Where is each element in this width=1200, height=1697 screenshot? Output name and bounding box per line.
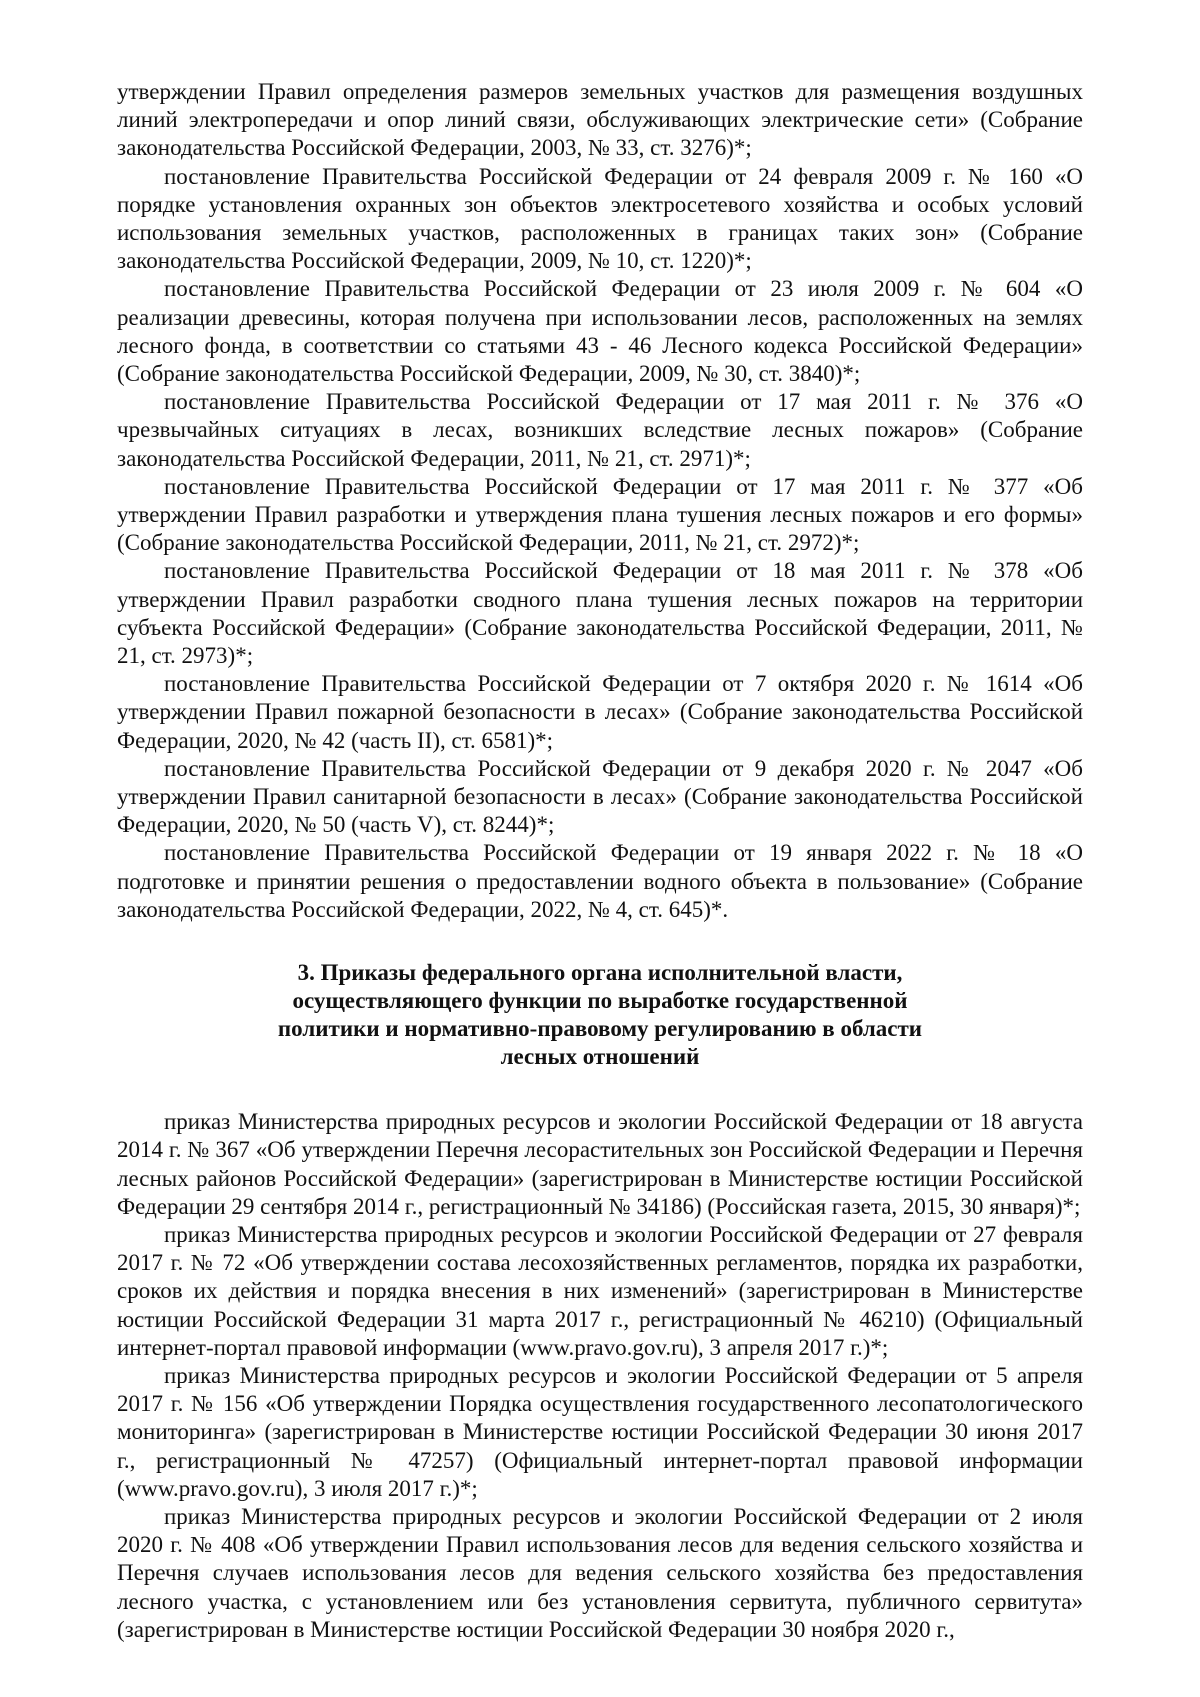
paragraph-order-72: приказ Министерства природных ресурсов и экологии Российской Федерации от 27 февраля 2017 г. № 72 «Об утверждении состава лесохозяйственных регламентов, порядка их разработки, сроков их действия и порядка внесения в них изменений» (зарегистрирован в Министерстве юстиции Российской Федерации 31 марта 2017 г., регистрационный № 46210) (Официальный интернет-портал правовой информации (www.pravo.gov.ru), 3 апреля 2017 г.)*;: [117, 1221, 1083, 1360]
paragraph-decree-18: постановление Правительства Российской Федерации от 19 января 2022 г. № 18 «О подготовке и принятии решения о предоставлении водного объекта в пользование» (Собрание законодательства Российской Федерации, 2022, № 4, ст. 645)*.: [117, 840, 1083, 922]
paragraph-order-156: приказ Министерства природных ресурсов и экологии Российской Федерации от 5 апреля 2017 г. № 156 «Об утверждении Порядка осуществления государственного лесопатологического мониторинга» (зарегистрирован в Министерстве юстиции Российской Федерации 30 июня 2017 г., регистрационный № 47257) (Официальный интернет-портал правовой информации (www.pravo.gov.ru), 3 июля 2017 г.)*;: [117, 1362, 1083, 1501]
paragraph-decree-604: постановление Правительства Российской Федерации от 23 июля 2009 г. № 604 «О реализации древесины, которая получена при использовании лесов, расположенных на землях лесного фонда, в соответствии со статьями 43 - 46 Лесного кодекса Российской Федерации» (Собрание законодательства Российской Федерации, 2009, № 30, ст. 3840)*;: [117, 276, 1083, 387]
section-3-heading-line: 3. Приказы федерального органа исполнительной власти,: [297, 960, 903, 986]
section-3-heading-line: осуществляющего функции по выработке государственной: [292, 988, 908, 1014]
paragraph-decree-376: постановление Правительства Российской Федерации от 17 мая 2011 г. № 376 «О чрезвычайных ситуациях в лесах, возникших вследствие лесных пожаров» (Собрание законодательства Российской Федерации, 2011, № 21, ст. 2971)*;: [117, 389, 1083, 471]
section-3-heading: [117, 959, 1083, 1071]
section-3-heading-line: лесных отношений: [500, 1044, 700, 1070]
paragraph-order-367: приказ Министерства природных ресурсов и экологии Российской Федерации от 18 августа 2014 г. № 367 «Об утверждении Перечня лесорастительных зон Российской Федерации и Перечня лесных районов Российской Федерации» (зарегистрирован в Министерстве юстиции Российской Федерации 29 сентября 2014 г., регистрационный № 34186) (Российская газета, 2015, 30 января)*;: [117, 1109, 1083, 1219]
paragraph-decree-1614: постановление Правительства Российской Федерации от 7 октября 2020 г. № 1614 «Об утверждении Правил пожарной безопасности в лесах» (Собрание законодательства Российской Федерации, 2020, № 42 (часть II), ст. 6581)*;: [117, 671, 1083, 753]
paragraph-decree-2047: постановление Правительства Российской Федерации от 9 декабря 2020 г. № 2047 «Об утверждении Правил санитарной безопасности в лесах» (Собрание законодательства Российской Федерации, 2020, № 50 (часть V), ст. 8244)*;: [117, 755, 1083, 838]
paragraph-decree-378: постановление Правительства Российской Федерации от 18 мая 2011 г. № 378 «Об утверждении Правил разработки сводного плана тушения лесных пожаров на территории субъекта Российской Федерации» (Собрание законодательства Российской Федерации, 2011, № 21, ст. 2973)*;: [117, 558, 1083, 669]
paragraph-order-408: приказ Министерства природных ресурсов и экологии Российской Федерации от 2 июля 2020 г. № 408 «Об утверждении Правил использования лесов для ведения сельского хозяйства и Перечня случаев использования лесов для ведения сельского хозяйства без предоставления лесного участка, с установлением или без установления сервитута, публичного сервитута» (зарегистрирован в Министерстве юстиции Российской Федерации 30 ноября 2020 г.,: [117, 1503, 1083, 1642]
document-page: [117, 78, 1083, 1644]
section-3-heading-line: политики и нормативно-правовому регулированию в области: [277, 1016, 923, 1042]
paragraph-continuation: утверждении Правил определения размеров земельных участков для размещения воздушных линий электропередачи и опор линий связи, обслуживающих электрические сети» (Собрание законодательства Российской Федерации, 2003, № 33, ст. 3276)*;: [117, 79, 1083, 161]
paragraph-decree-160: постановление Правительства Российской Федерации от 24 февраля 2009 г. № 160 «О порядке установления охранных зон объектов электросетевого хозяйства и особых условий использования земельных участков, расположенных в границах таких зон» (Собрание законодательства Российской Федерации, 2009, № 10, ст. 1220)*;: [117, 163, 1083, 274]
paragraph-decree-377: постановление Правительства Российской Федерации от 17 мая 2011 г. № 377 «Об утверждении Правил разработки и утверждения плана тушения лесных пожаров и его формы» (Собрание законодательства Российской Федерации, 2011, № 21, ст. 2972)*;: [117, 473, 1083, 556]
